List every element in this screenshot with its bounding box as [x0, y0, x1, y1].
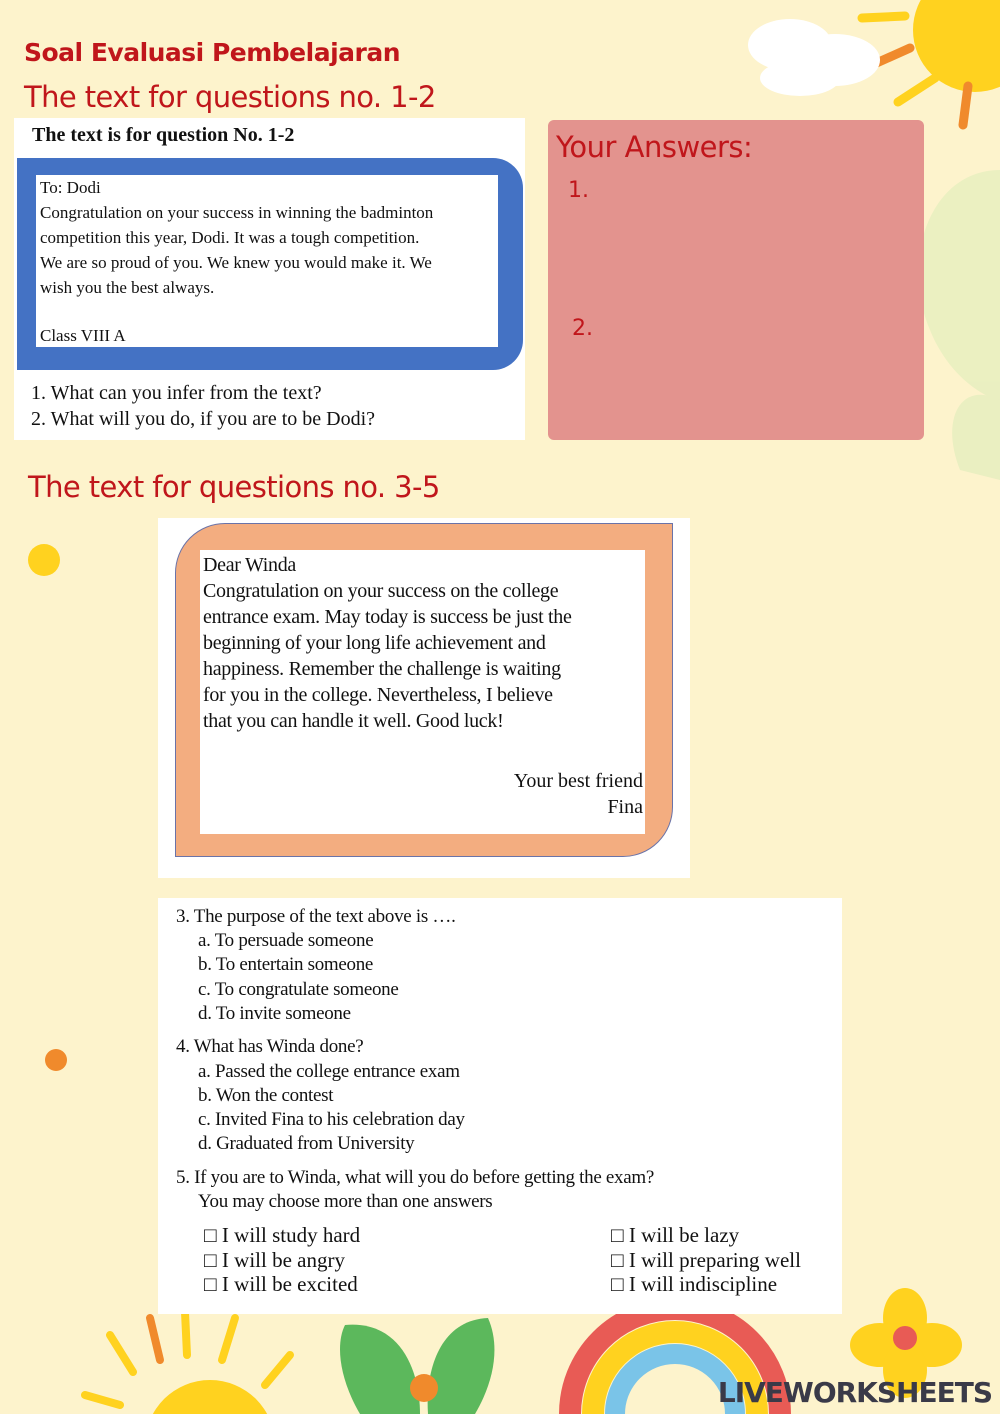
q4-option-a[interactable]: a. Passed the college entrance exam — [198, 1061, 460, 1082]
bottom-sun-icon — [85, 1312, 290, 1414]
leaf-shape — [918, 170, 1000, 480]
q3-option-c[interactable]: c. To congratulate someone — [198, 979, 399, 1000]
q5-choice-indiscipline[interactable]: □ I will indiscipline — [611, 1272, 778, 1296]
question-3: 3. The purpose of the text above is …. — [176, 906, 456, 927]
text2-signature: Fina — [607, 796, 643, 818]
answers-box[interactable] — [548, 120, 924, 440]
text2-line: for you in the college. Nevertheless, I believe — [203, 684, 553, 706]
question-2: 2. What will you do, if you are to be Dodi? — [31, 408, 376, 430]
q5-choice-study-hard[interactable]: □ I will study hard — [204, 1223, 361, 1247]
q5-choice-angry[interactable]: □ I will be angry — [204, 1248, 345, 1272]
text1-card — [36, 175, 498, 347]
q4-option-c[interactable]: c. Invited Fina to his celebration day — [198, 1109, 465, 1130]
text2-closing: Your best friend — [513, 770, 643, 792]
q5-note: You may choose more than one answers — [198, 1191, 493, 1212]
section1-title: The text for questions no. 1-2 — [24, 80, 436, 114]
text1-line — [40, 300, 498, 323]
text1-line: competition this year, Dodi. It was a tough competition. — [40, 228, 420, 247]
text1-line: Class VIII A — [40, 326, 126, 345]
text2-line: happiness. Remember the challenge is waiting — [203, 658, 561, 680]
q5-choice-preparing[interactable]: □ I will preparing well — [611, 1248, 801, 1272]
text2-panel — [158, 518, 690, 878]
q3-option-b[interactable]: b. To entertain someone — [198, 954, 374, 975]
q4-option-b[interactable]: b. Won the contest — [198, 1085, 334, 1106]
text2-line: beginning of your long life achievement and — [203, 632, 546, 654]
question-1: 1. What can you infer from the text? — [31, 382, 322, 404]
q4-option-d[interactable]: d. Graduated from University — [198, 1133, 415, 1154]
q5-choice-excited[interactable]: □ I will be excited — [204, 1272, 358, 1296]
text1-line: We are so proud of you. We knew you would make it. We — [40, 253, 432, 272]
answer-2-label: 2. — [572, 316, 593, 341]
text2-line: that you can handle it well. Good luck! — [203, 710, 504, 732]
text2-card — [200, 550, 645, 834]
q5-choice-lazy[interactable]: □ I will be lazy — [611, 1223, 740, 1247]
text1-line: To: Dodi — [40, 178, 101, 197]
question-4: 4. What has Winda done? — [176, 1036, 364, 1057]
text1-line: wish you the best always. — [40, 278, 215, 297]
answers-title: Your Answers: — [556, 130, 753, 164]
section2-title: The text for questions no. 3-5 — [28, 470, 440, 504]
cloud-shape — [748, 19, 880, 96]
answer-1-label: 1. — [568, 178, 589, 203]
text1-questions — [31, 380, 375, 432]
page-title: Soal Evaluasi Pembelajaran — [24, 38, 401, 67]
text2-line: Congratulation on your success on the college — [203, 580, 559, 602]
text1-panel — [14, 118, 525, 440]
q3-option-a[interactable]: a. To persuade someone — [198, 930, 374, 951]
plant-shape — [340, 1318, 494, 1414]
question-5: 5. If you are to Winda, what will you do before getting the exam? — [176, 1167, 654, 1188]
q3-option-d[interactable]: d. To invite someone — [198, 1003, 351, 1024]
sun-icon — [862, 0, 1000, 125]
text1-heading: The text is for question No. 1-2 — [32, 124, 295, 146]
text2-line: Dear Winda — [203, 554, 297, 576]
text2-line: entrance exam. May today is success be just the — [203, 606, 572, 628]
liveworksheets-logo: LIVEWORKSHEETS — [717, 1376, 992, 1409]
questions-panel — [158, 898, 842, 1314]
text1-line: Congratulation on your success in winning the badminton — [40, 203, 434, 222]
